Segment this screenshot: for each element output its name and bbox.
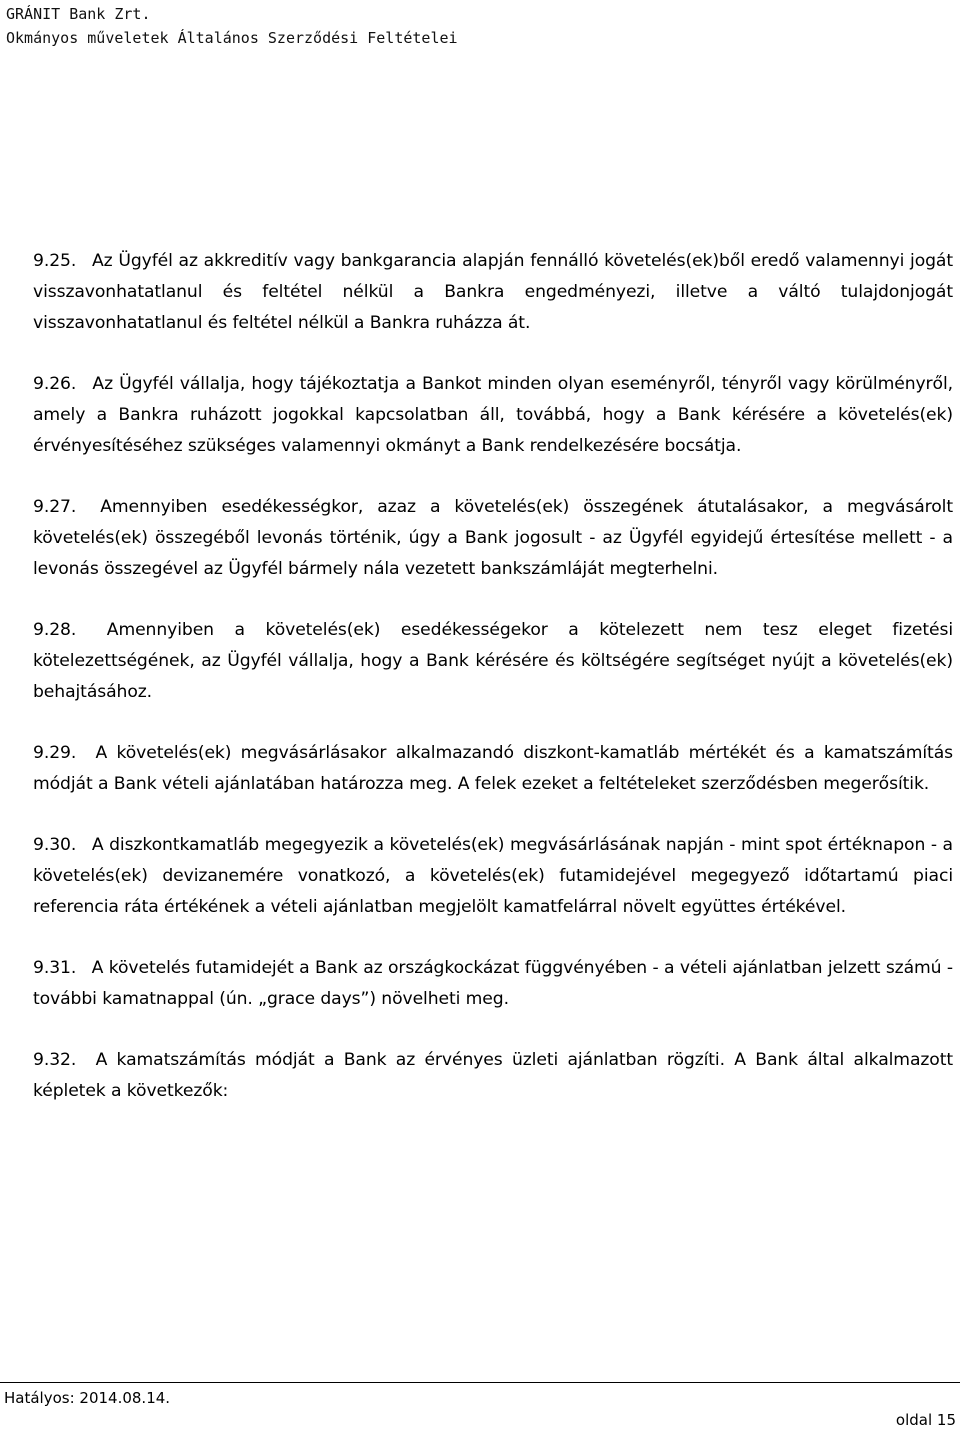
paragraph-number: 9.32. bbox=[33, 1050, 77, 1070]
paragraph-text: A diszkontkamatláb megegyezik a követelés(ek) megvásárlásának napján - mint spot értéknapon - a követelés(ek) devizanemére vonatkozó, a követelés(ek) futamidejével megegyező időtartamú piaci referencia ráta értékének a vételi ajánlatban megjelölt kamatfelárral növelt együttes értékével. bbox=[33, 835, 953, 917]
document-body bbox=[33, 246, 953, 1107]
paragraph-9-31 bbox=[33, 953, 953, 1015]
paragraph-number: 9.28. bbox=[33, 620, 77, 640]
paragraph-9-27 bbox=[33, 492, 953, 585]
document-title: Okmányos műveletek Általános Szerződési Feltételei bbox=[6, 29, 458, 47]
company-name: GRÁNIT Bank Zrt. bbox=[6, 5, 151, 23]
paragraph-text: Az Ügyfél az akkreditív vagy bankgarancia alapján fennálló követelés(ek)ből eredő valamennyi jogát visszavonhatatlanul és feltétel nélkül a Bankra engedményezi, illetve a váltó tulajdonjogát visszavonhatatlanul és feltétel nélkül a Bankra ruházza át. bbox=[33, 251, 953, 333]
paragraph-9-29 bbox=[33, 738, 953, 800]
paragraph-9-28 bbox=[33, 615, 953, 708]
paragraph-text: Az Ügyfél vállalja, hogy tájékoztatja a Bankot minden olyan eseményről, tényről vagy körülményről, amely a Bankra ruházott jogokkal kapcsolatban áll, továbbá, hogy a Bank kérésére a követelés(ek) érvényesítéséhez szükséges valamennyi okmányt a Bank rendelkezésére bocsátja. bbox=[33, 374, 953, 456]
paragraph-text: A követelés futamidejét a Bank az országkockázat függvényében - a vételi ajánlatban jelzett számú - további kamatnappal (ún. „grace days”) növelheti meg. bbox=[33, 958, 953, 1009]
effective-date: Hatályos: 2014.08.14. bbox=[4, 1389, 171, 1407]
paragraph-9-32 bbox=[33, 1045, 953, 1107]
paragraph-text: Amennyiben esedékességkor, azaz a követelés(ek) összegének átutalásakor, a megvásárolt követelés(ek) összegéből levonás történik, úgy a Bank jogosult - az Ügyfél egyidejű értesítése mellett - a levonás összegével az Ügyfél bármely nála vezetett bankszámláját megterhelni. bbox=[33, 497, 953, 579]
paragraph-number: 9.29. bbox=[33, 743, 77, 763]
paragraph-number: 9.27. bbox=[33, 497, 77, 517]
document-header bbox=[6, 2, 458, 50]
paragraph-text: A kamatszámítás módját a Bank az érvényes üzleti ajánlatban rögzíti. A Bank által alkalmazott képletek a következők: bbox=[33, 1050, 953, 1101]
paragraph-9-25 bbox=[33, 246, 953, 339]
paragraph-number: 9.25. bbox=[33, 251, 77, 271]
paragraph-text: Amennyiben a követelés(ek) esedékességekor a kötelezett nem tesz eleget fizetési kötelezettségének, az Ügyfél vállalja, hogy a Bank kérésére és költségére segítséget nyújt a követelés(ek) behajtásához. bbox=[33, 620, 953, 702]
paragraph-number: 9.31. bbox=[33, 958, 77, 978]
paragraph-9-26 bbox=[33, 369, 953, 462]
paragraph-number: 9.30. bbox=[33, 835, 77, 855]
footer-divider bbox=[0, 1382, 960, 1383]
page-number: oldal 15 bbox=[895, 1411, 956, 1429]
paragraph-text: A követelés(ek) megvásárlásakor alkalmazandó diszkont-kamatláb mértékét és a kamatszámítás módját a Bank vételi ajánlatában határozza meg. A felek ezeket a feltételeket szerződésben megerősítik. bbox=[33, 743, 953, 794]
paragraph-number: 9.26. bbox=[33, 374, 77, 394]
paragraph-9-30 bbox=[33, 830, 953, 923]
